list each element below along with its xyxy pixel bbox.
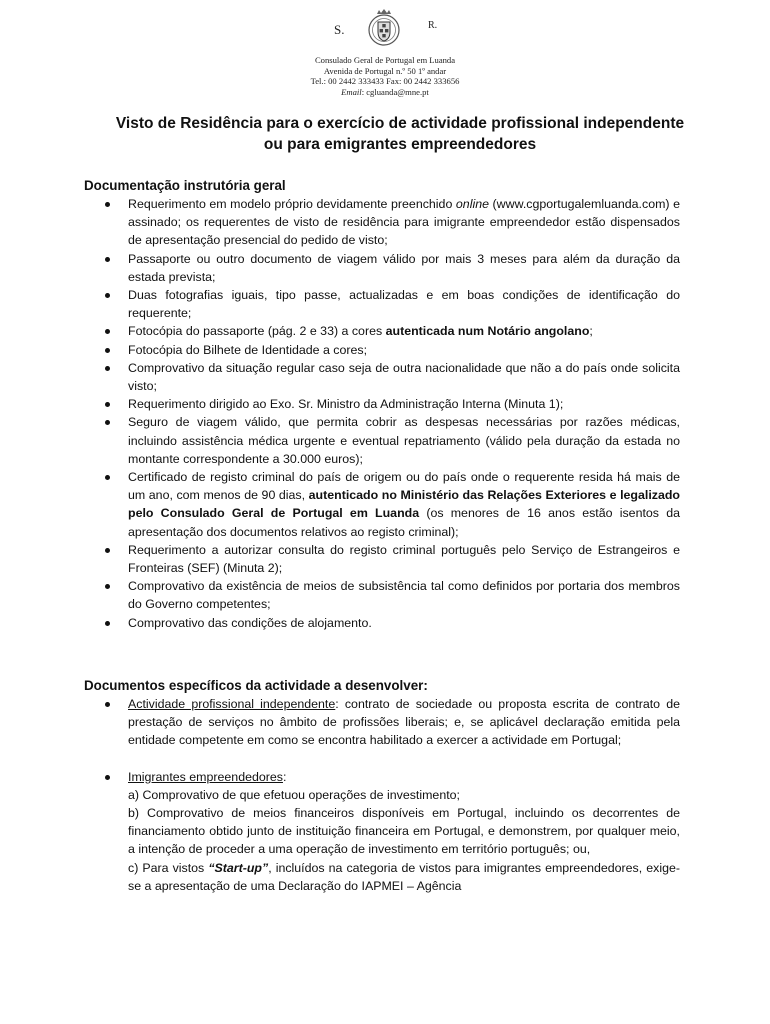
list-item [84,195,680,250]
item-label-underlined: Imigrantes empreendedores [128,769,283,784]
email-label: Email [341,86,362,97]
item-text: Requerimento em modelo próprio devidamente preenchido [128,197,456,211]
item-text-bold: autenticada num Notário angolano [385,324,590,339]
list-item [84,468,680,541]
list-item: Duas fotografias iguais, tipo passe, actualizadas e em boas condições de identificação do requerente; [84,286,680,322]
email-line [0,87,770,98]
list-item: Fotocópia do Bilhete de Identidade a cores; [84,341,680,359]
item-text-bold-italic: “Start-up” [208,860,269,875]
item-text: : [282,769,287,784]
item-text: Certificado de registo criminal do país de origem ou do país onde o requerente resida há mais de um ano, com menos de 90 dias, [128,470,680,503]
section-specific-documents [84,676,680,895]
crest-letter-left: S. [334,22,345,37]
list-item [84,768,680,786]
address-line-3: Tel.: 00 2442 333433 Fax: 00 2442 333656 [310,76,460,87]
section-heading-general: Documentação instrutória geral [84,178,286,193]
sub-item-b: b) Comprovativo de meios financeiros disponíveis em Portugal, incluindo os decorrentes de financiamento obtido junto de instituição financeira em Portugal, e demonstrem, por qualquer meio, a intenção de proceder a uma operação de investimento em território português; ou, [128,806,680,857]
item-text: (os menores de 16 anos estão isentos da apresentação dos documentos relativos ao registo criminal); [128,506,680,539]
specific-documents-list-2 [84,768,680,786]
email-value: : cgluanda@mne.pt [361,86,429,97]
sub-item-a: a) Comprovativo de que efetuou operações de investimento; [128,787,460,802]
list-item [84,322,680,340]
item-text: ; [589,324,593,339]
specific-documents-list [84,695,680,750]
item-label-underlined: Actividade profissional independente [128,697,336,711]
item-text: : contrato de sociedade ou proposta escrita de contrato de prestação de serviços no âmbito de profissões liberais; e, se aplicável declaração emitida pela entidade competente em como se encontra habilitado a exercer a actividade em Portugal; [128,697,680,748]
general-documents-list [84,195,680,632]
section-general-documents [84,176,680,632]
list-item: Seguro de viagem válido, que permita cobrir as despesas necessárias por razões médicas, incluindo assistência médica urgente e eventual repatriamento (válido pela duração da estada no montante correspondente a 30.000 euros); [84,413,680,468]
list-item: Requerimento a autorizar consulta do registo criminal português pelo Serviço de Estrangeiros e Fronteiras (SEF) (Minuta 2); [84,541,680,577]
item-text-bold: autenticado no Ministério das Relações Exteriores e legalizado pelo Consulado Geral de Portugal em Luanda [128,488,680,521]
page-title [60,113,740,155]
list-item [84,695,680,750]
list-item: Comprovativo da existência de meios de subsistência tal como definidos por portaria dos membros do Governo competentes; [84,577,680,613]
address-line-2: Avenida de Portugal n.º 50 1º andar [323,65,447,76]
coat-of-arms-icon [367,8,401,52]
item-text: Fotocópia do passaporte (pág. 2 e 33) a cores [128,324,386,339]
list-item: Comprovativo das condições de alojamento. [84,614,680,632]
letterhead-crest [0,8,770,52]
section-heading-specific: Documentos específicos da actividade a desenvolver: [84,678,428,693]
item-text: , incluídos na categoria de vistos para imigrantes empreendedores, exige-se a apresentação de uma Declaração do IAPMEI – Agência [128,860,680,893]
item-text: (www.cgportugalemluanda.com) e assinado; os requerentes de visto de residência para imigrante empreendedor estão dispensados de apresentação presencial do pedido de visto; [128,197,680,248]
list-item: Requerimento dirigido ao Exo. Sr. Ministro da Administração Interna (Minuta 1); [84,395,680,413]
list-item: Passaporte ou outro documento de viagem válido por mais 3 meses para além da duração da estada prevista; [84,250,680,286]
item-text: c) Para vistos [128,860,209,875]
crest-letter-right: R. [428,20,438,31]
title-line-1: Visto de Residência para o exercício de actividade profissional independente [115,115,685,132]
sub-item-c [84,859,680,895]
list-item: Comprovativo da situação regular caso seja de outra nacionalidade que não a do país onde solicita visto; [84,359,680,395]
address-line-1: Consulado Geral de Portugal em Luanda [314,55,456,65]
item-text-italic: online [455,197,489,211]
title-line-2: ou para emigrantes empreendedores [263,136,537,153]
consulate-address [0,55,770,97]
